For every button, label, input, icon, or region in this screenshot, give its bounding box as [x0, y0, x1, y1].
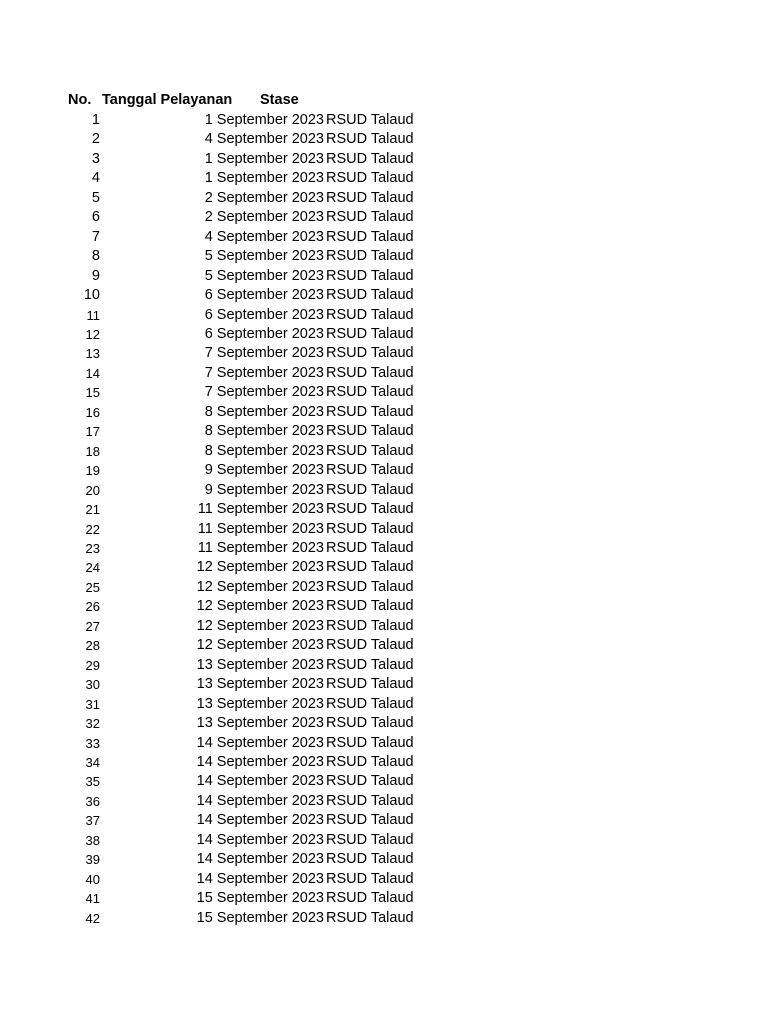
- service-date: 12 September 2023: [196, 617, 324, 634]
- service-date: 7 September 2023: [204, 384, 324, 401]
- stase-location: RSUD Talaud: [326, 150, 414, 167]
- table-row: [66, 792, 426, 811]
- spreadsheet-page: [66, 90, 426, 928]
- service-date: 13 September 2023: [196, 656, 324, 673]
- row-number: 9: [91, 267, 100, 284]
- table-header: [66, 90, 426, 111]
- table-row: [66, 286, 426, 305]
- table-row: [66, 695, 426, 714]
- row-number: 15: [85, 385, 100, 401]
- table-row: [66, 208, 426, 227]
- stase-location: RSUD Talaud: [326, 131, 414, 148]
- table-row: [66, 306, 426, 325]
- stase-location: RSUD Talaud: [326, 695, 414, 712]
- row-number: 16: [85, 404, 100, 420]
- header-row: [66, 90, 426, 111]
- row-number: 8: [91, 248, 100, 265]
- header-stase: [260, 90, 426, 111]
- row-number: 36: [85, 793, 100, 809]
- stase-location: RSUD Talaud: [326, 656, 414, 673]
- table-row: [66, 169, 426, 188]
- stase-location: RSUD Talaud: [326, 287, 414, 304]
- stase-location: RSUD Talaud: [326, 715, 414, 732]
- service-date: 8 September 2023: [204, 423, 324, 440]
- service-date: 1 September 2023: [204, 170, 324, 187]
- table-row: [66, 247, 426, 266]
- service-date: 12 September 2023: [196, 598, 324, 615]
- service-date: 7 September 2023: [204, 345, 324, 362]
- table-row: [66, 617, 426, 636]
- table-row: [66, 520, 426, 539]
- row-number: 6: [91, 209, 100, 226]
- table-row: [66, 130, 426, 149]
- service-table: [66, 90, 426, 928]
- service-date: 2 September 2023: [204, 209, 324, 226]
- table-row: [66, 636, 426, 655]
- stase-location: RSUD Talaud: [326, 598, 414, 615]
- stase-location: RSUD Talaud: [326, 851, 414, 868]
- row-number: 5: [91, 189, 100, 206]
- table-row: [66, 734, 426, 753]
- service-date: 13 September 2023: [196, 695, 324, 712]
- row-number: 19: [85, 463, 100, 479]
- table-row: [66, 870, 426, 889]
- stase-location: RSUD Talaud: [326, 209, 414, 226]
- stase-location: RSUD Talaud: [326, 442, 414, 459]
- service-date: 1 September 2023: [204, 150, 324, 167]
- stase-location: RSUD Talaud: [326, 734, 414, 751]
- row-number: 35: [85, 774, 100, 790]
- service-date: 9 September 2023: [204, 462, 324, 479]
- table-row: [66, 597, 426, 616]
- stase-location: RSUD Talaud: [326, 112, 414, 128]
- table-body: [66, 111, 426, 928]
- table-row: [66, 558, 426, 577]
- row-number: 11: [86, 307, 100, 323]
- table-row: [66, 189, 426, 208]
- service-date: 1 September 2023: [204, 112, 324, 128]
- service-date: 12 September 2023: [196, 578, 324, 595]
- service-date: 12 September 2023: [196, 637, 324, 654]
- stase-location: RSUD Talaud: [326, 578, 414, 595]
- row-number: 40: [85, 871, 100, 887]
- stase-location: RSUD Talaud: [326, 520, 414, 537]
- stase-location: RSUD Talaud: [326, 364, 414, 381]
- service-date: 5 September 2023: [204, 267, 324, 284]
- row-number: 33: [85, 735, 100, 751]
- row-number: 27: [85, 618, 100, 634]
- table-row: [66, 889, 426, 908]
- table-row: [66, 500, 426, 519]
- row-number: 3: [91, 150, 100, 167]
- stase-location: RSUD Talaud: [326, 539, 414, 556]
- row-number: 25: [85, 579, 100, 595]
- table-row: [66, 267, 426, 286]
- table-row: [66, 714, 426, 733]
- stase-location: RSUD Talaud: [326, 559, 414, 576]
- stase-location: RSUD Talaud: [326, 501, 414, 518]
- stase-location: RSUD Talaud: [326, 481, 414, 498]
- table-row: [66, 150, 426, 169]
- table-row: [66, 481, 426, 500]
- table-row: [66, 656, 426, 675]
- row-number: 7: [91, 228, 100, 245]
- stase-location: RSUD Talaud: [326, 267, 414, 284]
- service-date: 14 September 2023: [196, 831, 324, 848]
- stase-location: RSUD Talaud: [326, 792, 414, 809]
- stase-location: RSUD Talaud: [326, 189, 414, 206]
- service-date: 4 September 2023: [204, 131, 324, 148]
- table-row: [66, 422, 426, 441]
- table-row: [66, 539, 426, 558]
- row-number: 30: [85, 677, 100, 693]
- service-date: 4 September 2023: [204, 228, 324, 245]
- table-row: [66, 772, 426, 791]
- service-date: 15 September 2023: [196, 890, 324, 907]
- stase-location: RSUD Talaud: [326, 753, 414, 770]
- row-number: 10: [83, 287, 100, 304]
- service-date: 8 September 2023: [204, 403, 324, 420]
- header-no: No.: [68, 92, 92, 108]
- stase-location: RSUD Talaud: [326, 462, 414, 479]
- row-number: 41: [85, 891, 100, 907]
- table-row: [66, 753, 426, 772]
- stase-location: RSUD Talaud: [326, 870, 414, 887]
- service-date: 15 September 2023: [196, 909, 324, 926]
- service-date: 13 September 2023: [196, 715, 324, 732]
- stase-location: RSUD Talaud: [326, 345, 414, 362]
- header-date-label: Tanggal Pelayanan: [102, 92, 233, 108]
- stase-location: RSUD Talaud: [326, 248, 414, 265]
- row-number: 2: [91, 131, 100, 148]
- table-row: [66, 578, 426, 597]
- service-date: 14 September 2023: [196, 773, 324, 790]
- service-date: 14 September 2023: [196, 870, 324, 887]
- service-date: 7 September 2023: [204, 364, 324, 381]
- stase-location: RSUD Talaud: [326, 228, 414, 245]
- service-date: 8 September 2023: [204, 442, 324, 459]
- table-row: [66, 228, 426, 247]
- stase-location: RSUD Talaud: [326, 617, 414, 634]
- row-number: 4: [91, 170, 100, 187]
- table-row: [66, 442, 426, 461]
- service-date: 14 September 2023: [196, 792, 324, 809]
- table-row: [66, 383, 426, 402]
- stase-location: RSUD Talaud: [326, 170, 414, 187]
- row-number: 14: [85, 365, 100, 381]
- table-row: [66, 344, 426, 363]
- service-date: 6 September 2023: [204, 325, 324, 342]
- service-date: 5 September 2023: [204, 248, 324, 265]
- stase-location: RSUD Talaud: [326, 423, 414, 440]
- row-number: 32: [85, 716, 100, 732]
- table-row: [66, 850, 426, 869]
- row-number: 39: [85, 852, 100, 868]
- table-row: [66, 111, 426, 130]
- service-date: 12 September 2023: [196, 559, 324, 576]
- row-number: 21: [85, 502, 100, 518]
- row-number: 31: [85, 696, 100, 712]
- stase-location: RSUD Talaud: [326, 831, 414, 848]
- row-number: 12: [85, 326, 100, 342]
- stase-location: RSUD Talaud: [326, 890, 414, 907]
- row-number: 26: [85, 599, 100, 615]
- stase-location: RSUD Talaud: [326, 773, 414, 790]
- stase-location: RSUD Talaud: [326, 306, 414, 323]
- stase-location: RSUD Talaud: [326, 384, 414, 401]
- table-row: [66, 364, 426, 383]
- header-stase-label: Stase: [260, 92, 299, 108]
- table-row: [66, 811, 426, 830]
- row-number: 23: [85, 540, 100, 556]
- table-row: [66, 675, 426, 694]
- service-date: 14 September 2023: [196, 812, 324, 829]
- service-date: 11 September 2023: [197, 539, 324, 556]
- row-number: 37: [85, 813, 100, 829]
- stase-location: RSUD Talaud: [326, 812, 414, 829]
- service-date: 13 September 2023: [196, 676, 324, 693]
- stase-location: RSUD Talaud: [326, 676, 414, 693]
- row-number: 22: [85, 521, 100, 537]
- stase-location: RSUD Talaud: [326, 325, 414, 342]
- row-number: 28: [85, 638, 100, 654]
- row-number: 17: [85, 424, 100, 440]
- service-date: 2 September 2023: [204, 189, 324, 206]
- service-date: 14 September 2023: [196, 734, 324, 751]
- table-row: [66, 461, 426, 480]
- row-number: 29: [85, 657, 100, 673]
- service-date: 14 September 2023: [196, 851, 324, 868]
- row-number: 18: [85, 443, 100, 459]
- service-date: 11 September 2023: [197, 501, 324, 518]
- row-number: 24: [85, 560, 100, 576]
- table-row: [66, 831, 426, 850]
- stase-location: RSUD Talaud: [326, 637, 414, 654]
- row-number: 1: [91, 112, 100, 128]
- row-number: 20: [85, 482, 100, 498]
- table-row: [66, 403, 426, 422]
- service-date: 6 September 2023: [204, 287, 324, 304]
- service-date: 9 September 2023: [204, 481, 324, 498]
- service-date: 14 September 2023: [196, 753, 324, 770]
- service-date: 6 September 2023: [204, 306, 324, 323]
- stase-location: RSUD Talaud: [326, 909, 414, 926]
- row-number: 42: [85, 910, 100, 926]
- service-date: 11 September 2023: [197, 520, 324, 537]
- table-row: [66, 909, 426, 928]
- table-row: [66, 325, 426, 344]
- stase-location: RSUD Talaud: [326, 403, 414, 420]
- row-number: 34: [85, 754, 100, 770]
- row-number: 13: [85, 346, 100, 362]
- row-number: 38: [85, 832, 100, 848]
